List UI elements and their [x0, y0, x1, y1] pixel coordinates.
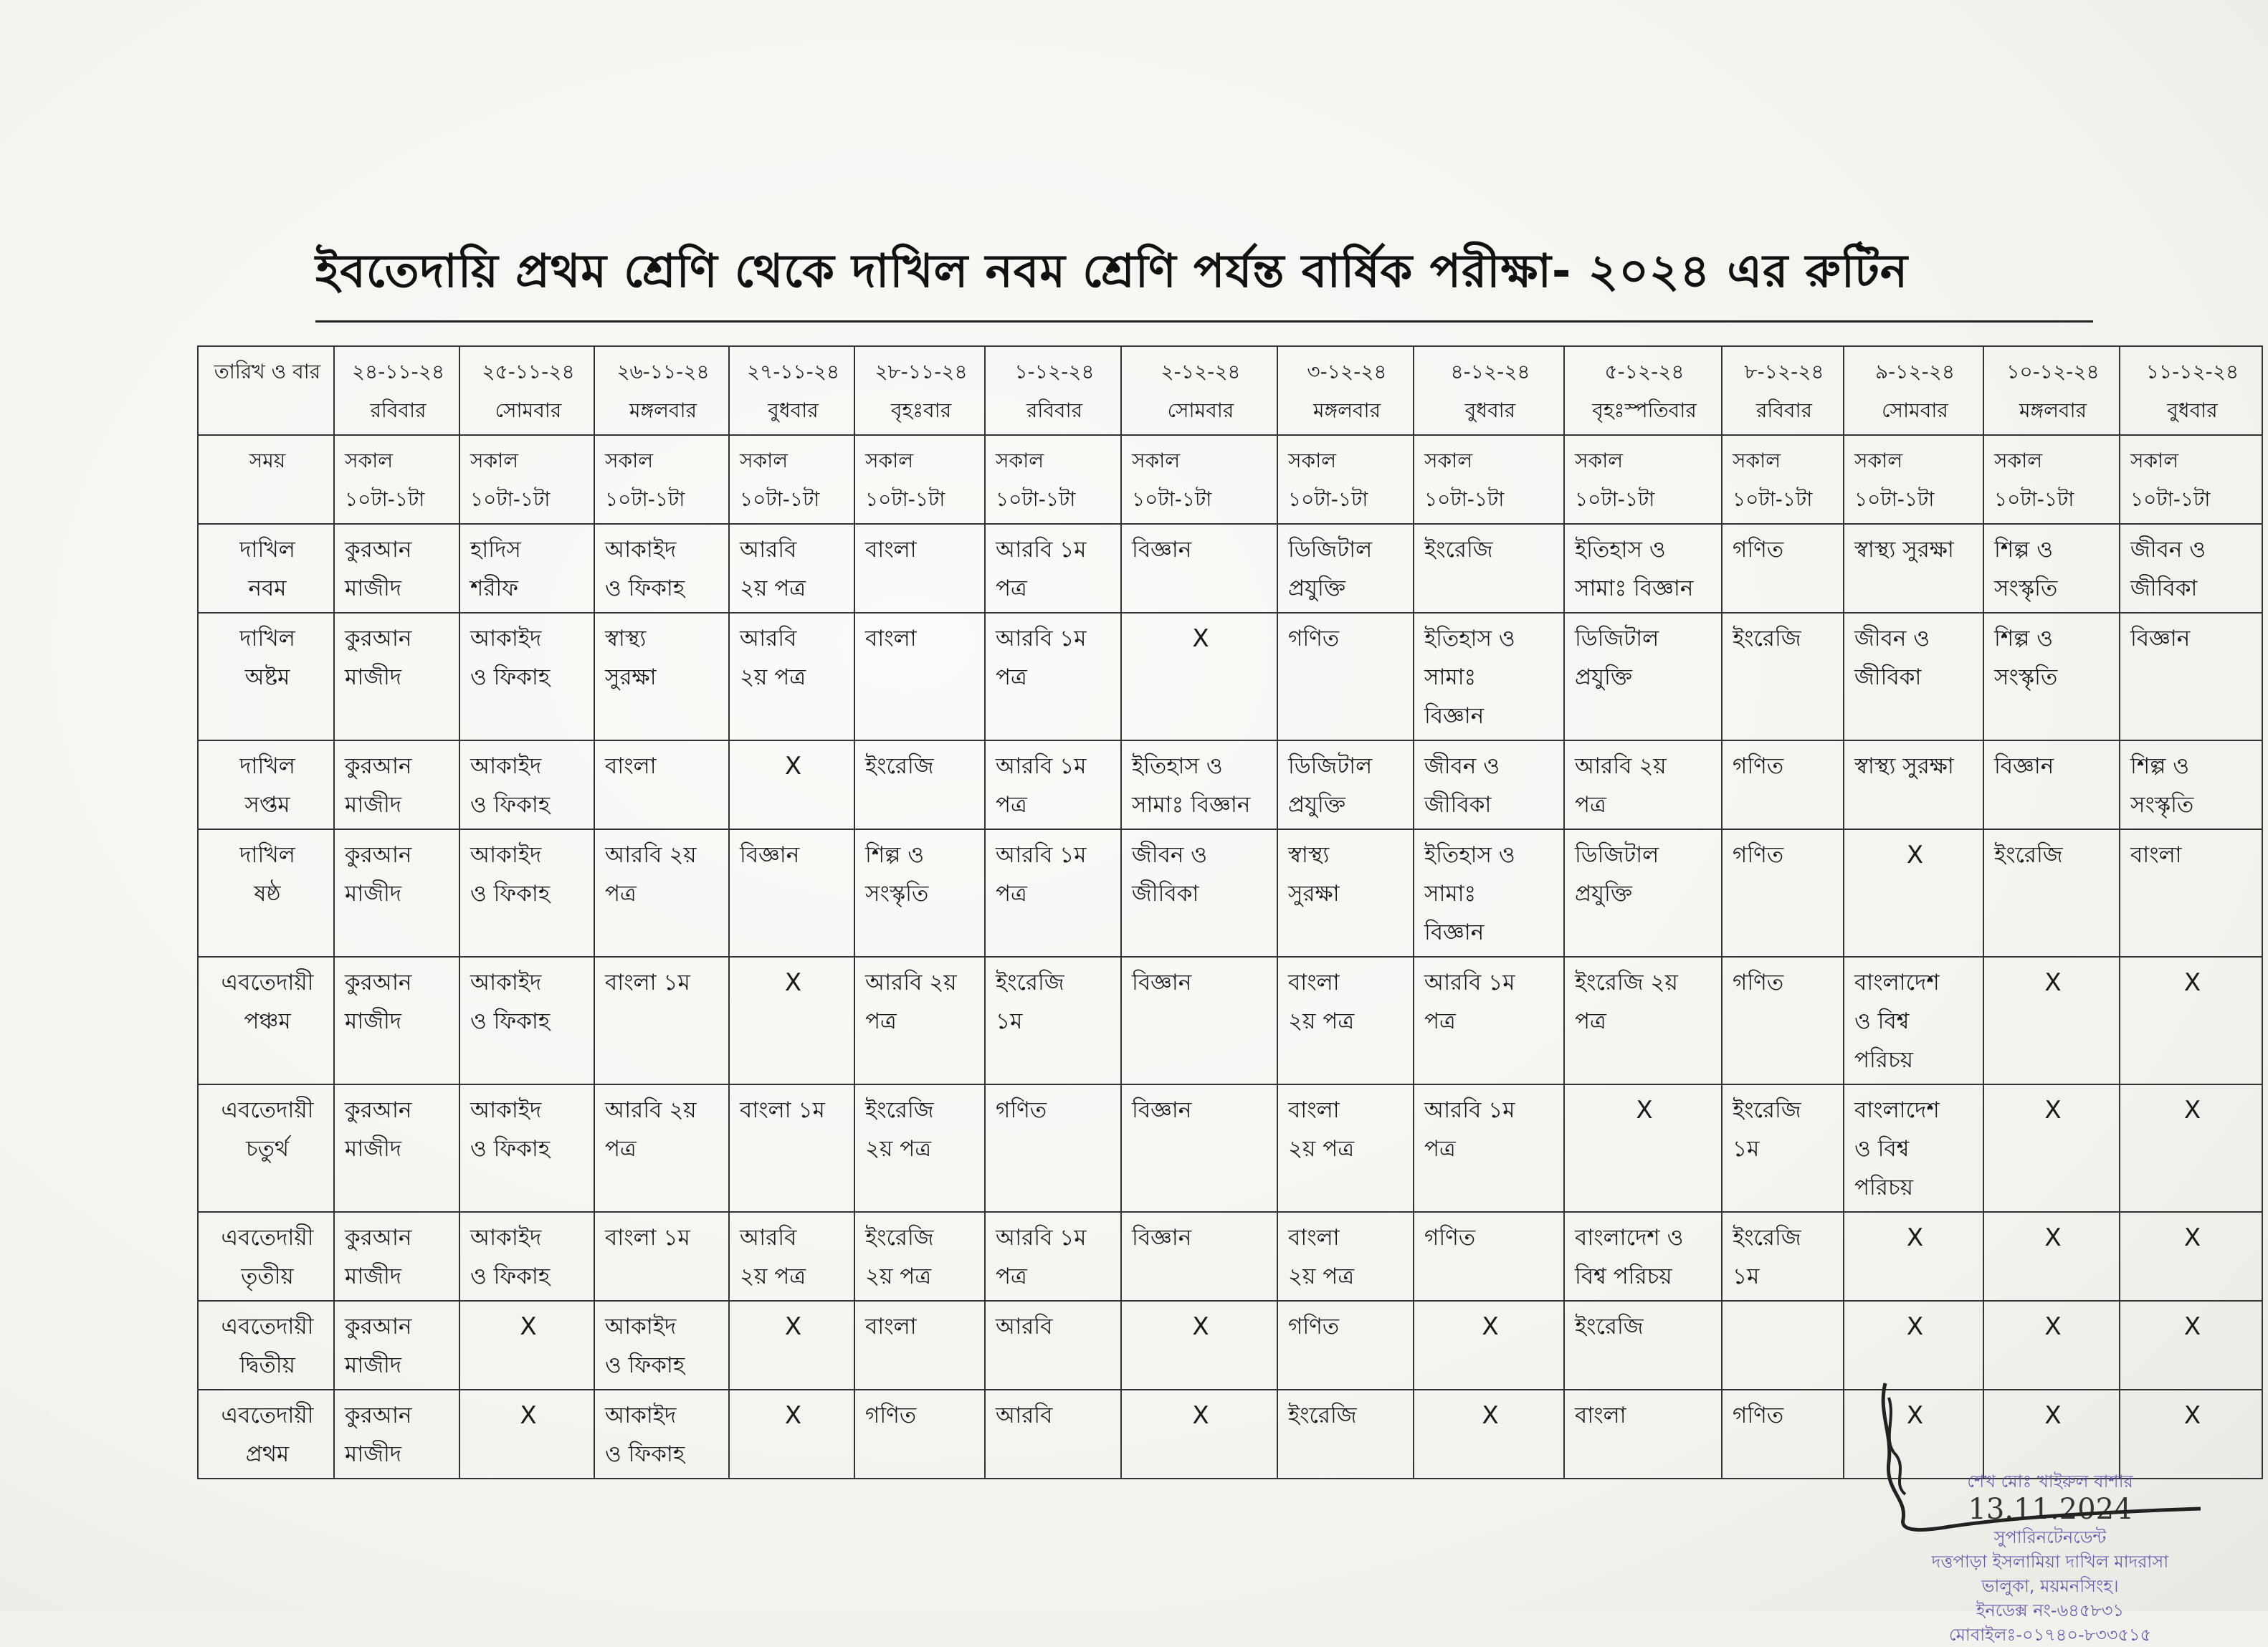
subject-cell: গণিত [854, 1390, 985, 1479]
no-exam-cell: X [729, 1390, 854, 1479]
no-exam-cell: X [1121, 1301, 1277, 1390]
subject-cell: ইংরেজি [1564, 1301, 1722, 1390]
time-text: সকাল [1424, 449, 1473, 472]
subject-cell: বিজ্ঞান [1121, 957, 1277, 1084]
class-label: এবতেদায়ী চতুর্থ [198, 1084, 334, 1212]
time-cell [1277, 435, 1414, 524]
time-text: সকাল [1733, 449, 1781, 472]
subject-cell: স্বাস্থ্য সুরক্ষা [1844, 524, 1983, 613]
no-exam-cell: X [1844, 1301, 1983, 1390]
subject-cell: ইংরেজি ১ম [985, 957, 1121, 1084]
time-text: ১০টা-১টা [2130, 487, 2211, 511]
time-text: ১০টা-১টা [1132, 487, 1212, 511]
subject-cell: আকাইদ ও ফিকাহ [459, 957, 594, 1084]
subject-cell: ইতিহাস ও সামাঃ বিজ্ঞান [1414, 613, 1564, 740]
subject-cell: জীবন ও জীবিকা [1844, 613, 1983, 740]
time-text: ১০টা-১টা [470, 487, 551, 511]
subject-cell: আরবি ২য় পত্র [594, 829, 729, 957]
date-header-cell [2120, 346, 2262, 435]
subject-cell: ইতিহাস ও সামাঃ বিজ্ঞান [1414, 829, 1564, 957]
subject-cell: শিল্প ও সংস্কৃতি [1983, 613, 2120, 740]
subject-cell: গণিত [1277, 613, 1414, 740]
subject-cell: ইংরেজি [1983, 829, 2120, 957]
corner-label: তারিখ ও বার [198, 346, 334, 435]
no-exam-cell: X [1983, 1212, 2120, 1301]
day-text: বৃহঃস্পতিবার [1592, 398, 1697, 422]
subject-cell: বিজ্ঞান [1983, 740, 2120, 829]
time-text: ১০টা-১টা [1994, 487, 2074, 511]
subject-cell: ইংরেজি ২য় পত্র [854, 1084, 985, 1212]
subject-cell: ইংরেজি [1414, 524, 1564, 613]
subject-cell: কুরআন মাজীদ [334, 829, 459, 957]
subject-cell: গণিত [1414, 1212, 1564, 1301]
subject-cell: বাংলা [2120, 829, 2262, 957]
time-text: ১০টা-১টা [1733, 487, 1813, 511]
date-header-cell [729, 346, 854, 435]
class-row [198, 1084, 2262, 1212]
subject-cell: বাংলা ১ম [594, 1212, 729, 1301]
day-text: সোমবার [1882, 398, 1948, 422]
subject-cell: ডিজিটাল প্রযুক্তি [1277, 524, 1414, 613]
day-text: মঙ্গলবার [629, 398, 697, 422]
time-text: সকাল [865, 449, 914, 472]
date-header-cell [1414, 346, 1564, 435]
subject-cell: আরবি ২য় পত্র [729, 613, 854, 740]
time-text: ১০টা-১টা [1288, 487, 1368, 511]
subject-cell: গণিত [1722, 524, 1844, 613]
day-text: রবিবার [1026, 398, 1083, 422]
date-header-cell [1277, 346, 1414, 435]
day-text: মঙ্গলবার [1312, 398, 1381, 422]
subject-cell: ইংরেজি ২য় পত্র [1564, 957, 1722, 1084]
subject-cell: শিল্প ও সংস্কৃতি [2120, 740, 2262, 829]
class-row [198, 613, 2262, 740]
time-text: ১০টা-১টা [1854, 487, 1935, 511]
class-label: দাখিল সপ্তম [198, 740, 334, 829]
subject-cell: ডিজিটাল প্রযুক্তি [1564, 613, 1722, 740]
subject-cell: বাংলা [594, 740, 729, 829]
subject-cell: বাংলা ১ম [729, 1084, 854, 1212]
time-text: ১০টা-১টা [1575, 487, 1655, 511]
subject-cell: কুরআন মাজীদ [334, 1084, 459, 1212]
no-exam-cell: X [1564, 1084, 1722, 1212]
subject-cell: বিজ্ঞান [729, 829, 854, 957]
date-text: ১০-১২-২৪ [2006, 360, 2100, 383]
day-text: বুধবার [1464, 398, 1516, 422]
subject-cell: আরবি ২য় পত্র [1564, 740, 1722, 829]
date-text: ২-১২-২৪ [1161, 360, 1241, 383]
time-row [198, 435, 2262, 524]
subject-cell: জীবন ও জীবিকা [1414, 740, 1564, 829]
time-text: সকাল [1994, 449, 2043, 472]
subject-cell: বিজ্ঞান [2120, 613, 2262, 740]
subject-cell: আরবি ২য় পত্র [729, 524, 854, 613]
subject-cell: ইংরেজি ২য় পত্র [854, 1212, 985, 1301]
no-exam-cell: X [1983, 1390, 2120, 1479]
date-text: ২৬-১১-২৪ [616, 360, 710, 383]
date-header-cell [1722, 346, 1844, 435]
time-text: সকাল [345, 449, 394, 472]
stamp-line: দত্তপাড়া ইসলামিয়া দাখিল মাদরাসা [1931, 1552, 2169, 1572]
time-cell [854, 435, 985, 524]
subject-cell: আকাইদ ও ফিকাহ [594, 524, 729, 613]
subject-cell: গণিত [1722, 740, 1844, 829]
date-text: ৫-১২-২৪ [1604, 360, 1685, 383]
subject-cell: আরবি ১ম পত্র [985, 829, 1121, 957]
subject-cell: ইংরেজি [1277, 1390, 1414, 1479]
subject-cell: বাংলা [854, 524, 985, 613]
time-text: সকাল [996, 449, 1044, 472]
no-exam-cell: X [459, 1301, 594, 1390]
time-text: ১০টা-১টা [740, 487, 820, 511]
subject-cell: কুরআন মাজীদ [334, 1212, 459, 1301]
subject-cell: বাংলা [854, 613, 985, 740]
stamp-line: ভালুকা, ময়মনসিংহ। [1981, 1576, 2119, 1596]
time-text: ১০টা-১টা [996, 487, 1076, 511]
subject-cell: কুরআন মাজীদ [334, 1390, 459, 1479]
time-cell [1564, 435, 1722, 524]
subject-cell: বাংলাদেশ ও বিশ্ব পরিচয় [1564, 1212, 1722, 1301]
subject-cell: বাংলাদেশ ও বিশ্ব পরিচয় [1844, 1084, 1983, 1212]
date-text: ২৮-১১-২৪ [875, 360, 968, 383]
no-exam-cell: X [459, 1390, 594, 1479]
time-cell [729, 435, 854, 524]
subject-cell: গণিত [985, 1084, 1121, 1212]
subject-cell: গণিত [1722, 1390, 1844, 1479]
date-header-cell [1983, 346, 2120, 435]
date-text: ২৪-১১-২৪ [351, 360, 445, 383]
date-text: ৪-১২-২৪ [1450, 360, 1530, 383]
subject-cell: আরবি ২য় পত্র [594, 1084, 729, 1212]
subject-cell: গণিত [1722, 957, 1844, 1084]
subject-cell: জীবন ও জীবিকা [1121, 829, 1277, 957]
subject-cell: শিল্প ও সংস্কৃতি [854, 829, 985, 957]
no-exam-cell: X [729, 740, 854, 829]
date-header-cell [1121, 346, 1277, 435]
subject-cell: কুরআন মাজীদ [334, 740, 459, 829]
subject-cell: ডিজিটাল প্রযুক্তি [1277, 740, 1414, 829]
class-label: এবতেদায়ী পঞ্চম [198, 957, 334, 1084]
class-row [198, 524, 2262, 613]
no-exam-cell: X [1414, 1301, 1564, 1390]
subject-cell: বাংলা ২য় পত্র [1277, 1084, 1414, 1212]
time-cell [1121, 435, 1277, 524]
subject-cell: স্বাস্থ্য সুরক্ষা [594, 613, 729, 740]
subject-cell: আকাইদ ও ফিকাহ [459, 1084, 594, 1212]
time-text: সকাল [740, 449, 788, 472]
subject-cell: আকাইদ ও ফিকাহ [459, 740, 594, 829]
no-exam-cell: X [2120, 1212, 2262, 1301]
time-cell [1983, 435, 2120, 524]
time-cell [1844, 435, 1983, 524]
day-text: সোমবার [1167, 398, 1234, 422]
subject-cell: আরবি [985, 1390, 1121, 1479]
subject-cell: আরবি ২য় পত্র [854, 957, 985, 1084]
subject-cell: আরবি ১ম পত্র [985, 1212, 1121, 1301]
time-text: সকাল [1854, 449, 1903, 472]
subject-cell: আরবি ১ম পত্র [1414, 1084, 1564, 1212]
time-text: ১০টা-১টা [1424, 487, 1505, 511]
time-cell [334, 435, 459, 524]
date-text: ৯-১২-২৪ [1874, 360, 1955, 383]
no-exam-cell: X [1414, 1390, 1564, 1479]
time-label: সময় [198, 435, 334, 524]
subject-cell: আরবি [985, 1301, 1121, 1390]
time-text: সকাল [1132, 449, 1181, 472]
no-exam-cell: X [1121, 1390, 1277, 1479]
class-label: দাখিল অষ্টম [198, 613, 334, 740]
time-cell [1414, 435, 1564, 524]
day-text: বৃহঃবার [890, 398, 952, 422]
stamp-line: মোবাইলঃ-০১৭৪০-৮৩৩৫১৫ [1948, 1625, 2152, 1645]
no-exam-cell: X [1844, 1390, 1983, 1479]
subject-cell: কুরআন মাজীদ [334, 613, 459, 740]
subject-cell: শিল্প ও সংস্কৃতি [1983, 524, 2120, 613]
time-text: ১০টা-১টা [345, 487, 425, 511]
official-stamp [1892, 1469, 2208, 1647]
date-text: ৩-১২-২৪ [1307, 360, 1387, 383]
stamp-line: ইনডেক্স নং-৬৪৫৮৩১ [1976, 1600, 2125, 1620]
date-header-cell [334, 346, 459, 435]
subject-cell: আরবি ১ম পত্র [985, 740, 1121, 829]
no-exam-cell: X [2120, 1084, 2262, 1212]
day-text: রবিবার [370, 398, 427, 422]
subject-cell: ইংরেজি [854, 740, 985, 829]
class-row [198, 957, 2262, 1084]
time-text: সকাল [2130, 449, 2179, 472]
date-text: ৮-১২-২৪ [1744, 360, 1824, 383]
subject-cell: ডিজিটাল প্রযুক্তি [1564, 829, 1722, 957]
time-text: সকাল [470, 449, 519, 472]
subject-cell: ইংরেজি [1722, 613, 1844, 740]
class-row [198, 829, 2262, 957]
subject-cell: আকাইদ ও ফিকাহ [594, 1301, 729, 1390]
subject-cell: ইতিহাস ও সামাঃ বিজ্ঞান [1564, 524, 1722, 613]
subject-cell: আরবি ১ম পত্র [985, 613, 1121, 740]
date-header-row [198, 346, 2262, 435]
subject-cell: বাংলা [854, 1301, 985, 1390]
date-text: ১১-১২-২৪ [2145, 360, 2239, 383]
subject-cell: আকাইদ ও ফিকাহ [459, 613, 594, 740]
date-text: ১-১২-২৪ [1014, 360, 1095, 383]
date-header-cell [985, 346, 1121, 435]
subject-cell: কুরআন মাজীদ [334, 1301, 459, 1390]
subject-cell: বিজ্ঞান [1121, 1084, 1277, 1212]
no-exam-cell: X [2120, 1390, 2262, 1479]
day-text: সোমবার [495, 398, 562, 422]
subject-cell: আরবি ১ম পত্র [1414, 957, 1564, 1084]
time-text: সকাল [1288, 449, 1337, 472]
subject-cell: বাংলা [1564, 1390, 1722, 1479]
no-exam-cell: X [1121, 613, 1277, 740]
no-exam-cell: X [729, 957, 854, 1084]
class-label: দাখিল নবম [198, 524, 334, 613]
subject-cell: আকাইদ ও ফিকাহ [459, 829, 594, 957]
time-cell [1722, 435, 1844, 524]
subject-cell: ইতিহাস ও সামাঃ বিজ্ঞান [1121, 740, 1277, 829]
time-text: ১০টা-১টা [865, 487, 945, 511]
no-exam-cell: X [1983, 1084, 2120, 1212]
class-label: এবতেদায়ী দ্বিতীয় [198, 1301, 334, 1390]
date-header-cell [854, 346, 985, 435]
day-text: রবিবার [1755, 398, 1813, 422]
day-text: বুধবার [2167, 398, 2218, 422]
subject-cell: আকাইদ ও ফিকাহ [459, 1212, 594, 1301]
stamp-line: সুপারিনটেনডেন্ট [1993, 1527, 2107, 1547]
time-cell [985, 435, 1121, 524]
subject-cell: বাংলা ২য় পত্র [1277, 957, 1414, 1084]
no-exam-cell: X [1844, 829, 1983, 957]
subject-cell: কুরআন মাজীদ [334, 957, 459, 1084]
subject-cell: বাংলাদেশ ও বিশ্ব পরিচয় [1844, 957, 1983, 1084]
subject-cell: ইংরেজি ১ম [1722, 1084, 1844, 1212]
subject-cell: ইংরেজি ১ম [1722, 1212, 1844, 1301]
date-header-cell [1844, 346, 1983, 435]
date-text: ২৫-১১-২৪ [482, 360, 575, 383]
time-text: সকাল [1575, 449, 1624, 472]
subject-cell: কুরআন মাজীদ [334, 524, 459, 613]
exam-routine-table [197, 345, 2263, 1479]
no-exam-cell: X [729, 1301, 854, 1390]
no-exam-cell: X [1983, 1301, 2120, 1390]
subject-cell: আকাইদ ও ফিকাহ [594, 1390, 729, 1479]
subject-cell: বাংলা ২য় পত্র [1277, 1212, 1414, 1301]
no-exam-cell: X [1983, 957, 2120, 1084]
signature-date: 13.11.2024 [1968, 1493, 2133, 1526]
subject-cell [1722, 1301, 1844, 1390]
date-header-cell [1564, 346, 1722, 435]
class-label: এবতেদায়ী তৃতীয় [198, 1212, 334, 1301]
stamp-line: শেখ মোঃ খাইরুল বাশার [1967, 1471, 2133, 1491]
class-label: এবতেদায়ী প্রথম [198, 1390, 334, 1479]
subject-cell: বাংলা ১ম [594, 957, 729, 1084]
class-row [198, 740, 2262, 829]
subject-cell: স্বাস্থ্য সুরক্ষা [1844, 740, 1983, 829]
subject-cell: গণিত [1722, 829, 1844, 957]
subject-cell: আরবি ২য় পত্র [729, 1212, 854, 1301]
subject-cell: আরবি ১ম পত্র [985, 524, 1121, 613]
no-exam-cell: X [1844, 1212, 1983, 1301]
subject-cell: বিজ্ঞান [1121, 524, 1277, 613]
day-text: বুধবার [768, 398, 819, 422]
time-text: সকাল [605, 449, 654, 472]
date-header-cell [459, 346, 594, 435]
time-cell [594, 435, 729, 524]
no-exam-cell: X [2120, 1301, 2262, 1390]
date-header-cell [594, 346, 729, 435]
date-text: ২৭-১১-২৪ [746, 360, 840, 383]
time-text: ১০টা-১টা [605, 487, 685, 511]
class-row [198, 1212, 2262, 1301]
time-cell [2120, 435, 2262, 524]
class-label: দাখিল ষষ্ঠ [198, 829, 334, 957]
day-text: মঙ্গলবার [2019, 398, 2087, 422]
subject-cell: গণিত [1277, 1301, 1414, 1390]
no-exam-cell: X [2120, 957, 2262, 1084]
subject-cell: জীবন ও জীবিকা [2120, 524, 2262, 613]
routine-title: ইবতেদায়ি প্রথম শ্রেণি থেকে দাখিল নবম শ্রেণি পর্যন্ত বার্ষিক পরীক্ষা- ২০২৪ এর রুটিন [315, 237, 2093, 323]
subject-cell: হাদিস শরীফ [459, 524, 594, 613]
subject-cell: স্বাস্থ্য সুরক্ষা [1277, 829, 1414, 957]
time-cell [459, 435, 594, 524]
subject-cell: বিজ্ঞান [1121, 1212, 1277, 1301]
